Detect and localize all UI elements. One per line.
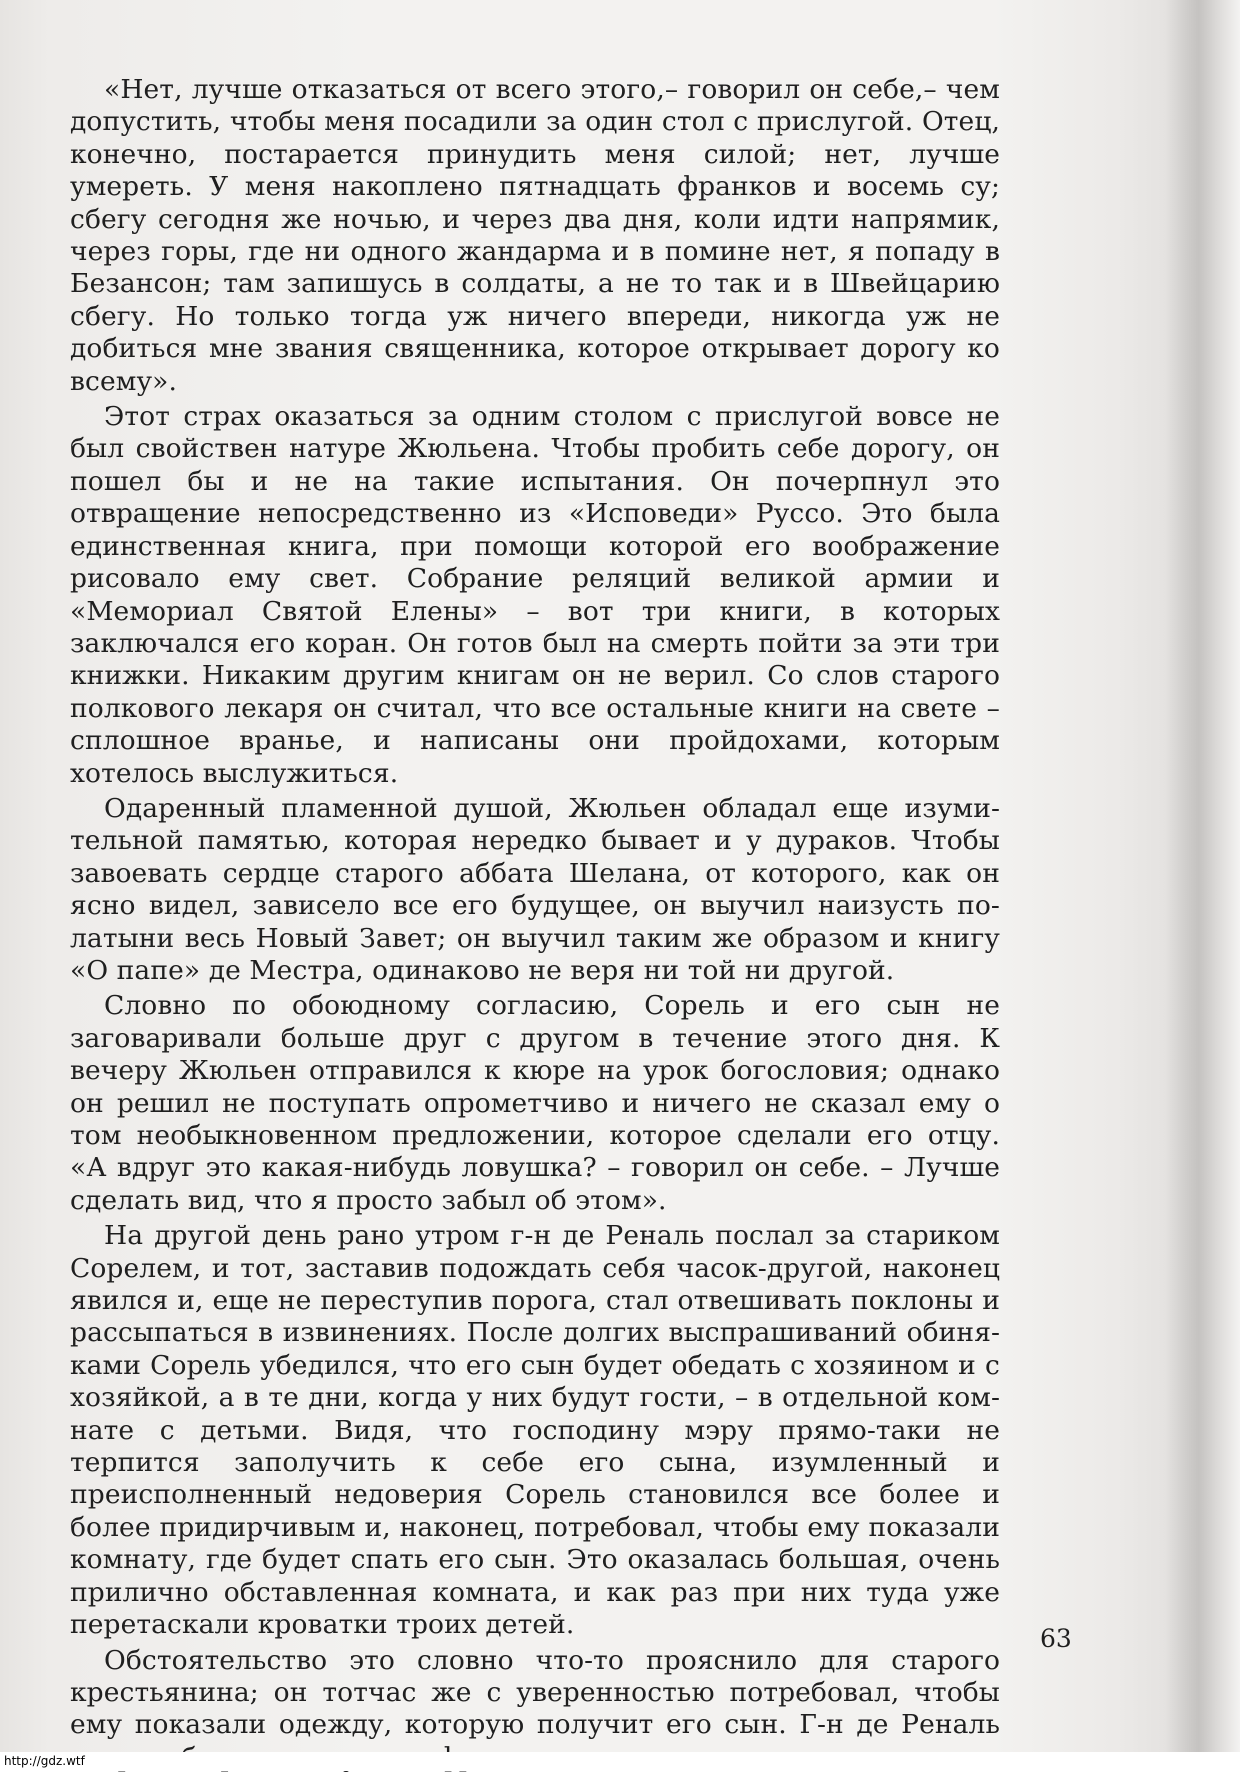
paragraph-4: Словно по обоюдному согласию, Сорель и его сын не заговаривали больше друг с другом в течение этого дня. К вечеру Жюльен отправился к кюре на урок богословия; однако он решил не поступать опрометчиво и ничего не сказал ему о том необыкновенном предложении, которое сделали его отцу. «А вдруг это какая-нибудь ловушка? – говорил он себе. – Лучше сделать вид, что я просто забыл об этом». bbox=[70, 990, 1000, 1216]
paragraph-6: Обстоятельство это словно что-то прояснило для старого крестьянина; он тотчас же с уверенностью потребовал, чтобы ему показали одежду, которую получит его сын. Г-н де Реналь bbox=[70, 1644, 1000, 1741]
paragraph-5: На другой день рано утром г-н де Реналь послал за стариком Сорелем, и тот, заставив подождать себя часок-другой, наконец явился и, еще не переступив порога, стал отвешивать поклоны и рассыпаться в извинениях. После долгих выспрашиваний обиняками Сорель убедился, что его сын будет обедать с хозяином и с хозяйкой, а в те дни, когда у них будут гости, – в отдельной комнате с детьми. Видя, что господину мэру прямо-таки не терпится заполучить к себе его сына, изумленный и преисполненный недоверия Сорель становился все более и более придирчивым и, наконец, потребовал, чтобы ему показали комнату, где будет спать его сын. Это оказалась большая, очень прилично обставленная комната, и как раз при них туда уже перетаскали кроватки троих детей. bbox=[70, 1220, 1000, 1641]
page-number: 63 bbox=[1040, 1624, 1072, 1653]
paragraph-3: Одаренный пламенной душой, Жюльен обладал еще изумительной памятью, которая нередко бывает и у дураков. Чтобы завоевать сердце старого аббата Шелана, от которого, как он ясно видел, зависело все его будущее, он выучил наизусть по-латыни весь Новый Завет; он выучил таким же образом и книгу «О папе» де Местра, одинаково не веря ни той ни другой. bbox=[70, 792, 1000, 986]
paragraph-2: Этот страх оказаться за одним столом с прислугой вовсе не был свойствен натуре Жюльена. Чтобы пробить себе дорогу, он пошел бы и не на такие испытания. Он почерпнул это отвращение непосредственно из «Исповеди» Руссо. Это была единственная книга, при помощи которой его воображение рисовало ему свет. Собрание реляций великой армии и «Мемориал Святой Елены» – вот три книги, в которых заключался его коран. Он готов был на смерть пойти за эти три книжки. Никаким другим книгам он не верил. Со слов старого полкового лекаря он считал, что все остальные книги на свете – сплошное вранье, и написаны они пройдохами, которым хотелось выслужиться. bbox=[70, 401, 1000, 789]
paragraph-1: «Нет, лучше отказаться от всего этого,– говорил он себе,– чем допустить, чтобы меня посадили за один стол с прислугой. Отец, конечно, постарается принудить меня силой; нет, лучше умереть. У меня накоплено пятнадцать франков и восемь су; сбегу сегодня же ночью, и через два дня, коли идти напрямик, через горы, где ни одного жандарма и в помине нет, я попаду в Безансон; там запишусь в солдаты, а не то так и в Швейцарию сбегу. Но только тогда уж ничего впереди, никогда уж не добиться мне звания священника, которое открывает дорогу ко всему». bbox=[70, 74, 1000, 397]
body-text bbox=[70, 74, 1000, 1777]
page-edge-shadow bbox=[1165, 0, 1240, 1771]
watermark-link[interactable]: http://gdz.wtf bbox=[0, 1752, 89, 1771]
bottom-strip bbox=[0, 1752, 1240, 1771]
